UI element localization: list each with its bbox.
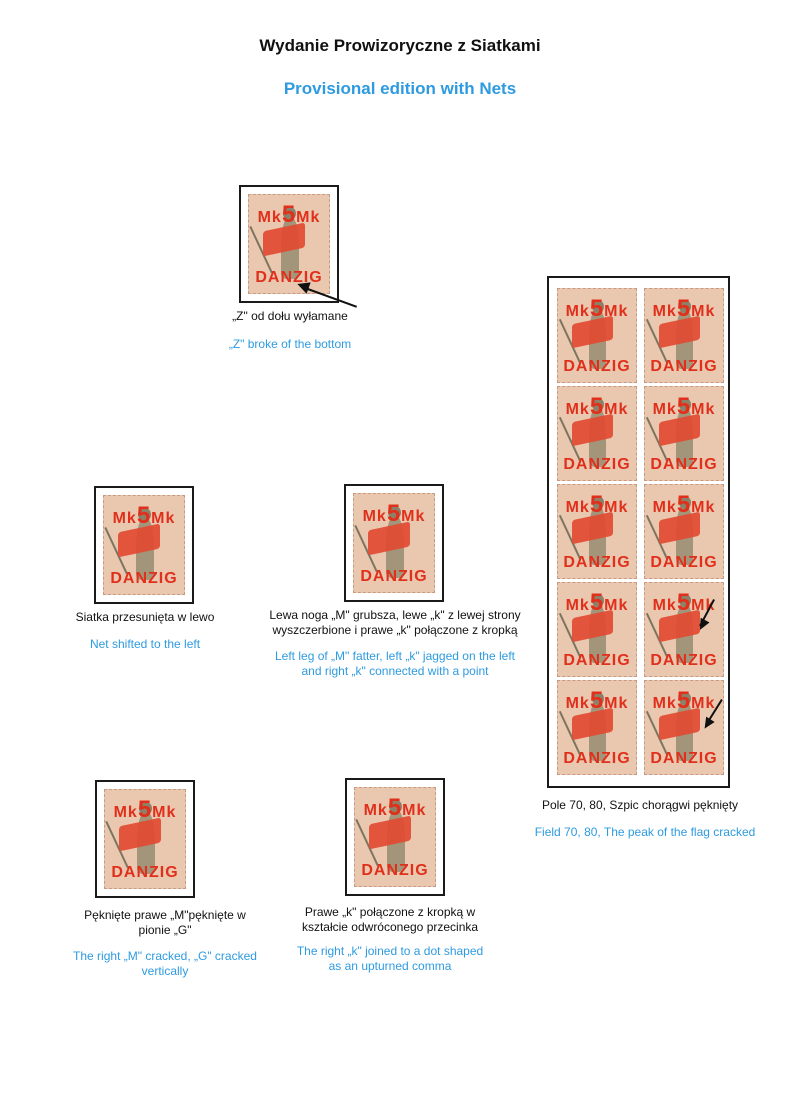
page-title: Wydanie Prowizoryczne z Siatkami: [259, 36, 541, 55]
stamp: [353, 493, 435, 593]
stamp-overprint: DANZIG: [650, 750, 718, 768]
caption-en-1: „Z" broke of the bottom: [228, 337, 352, 351]
page-subtitle: Provisional edition with Nets: [283, 79, 517, 98]
stamp-overprint: DANZIG: [255, 269, 323, 287]
caption-pl-3: Lewa noga „M" grubsza, lewe „k" z lewej strony wyszczerbione i prawe „k" połączone z kropką: [269, 608, 521, 637]
stamp-value: Mk5Mk: [565, 294, 629, 322]
stamp-value: Mk5Mk: [257, 200, 321, 228]
stamp-value: Mk5Mk: [565, 686, 629, 714]
stamp-overprint: DANZIG: [650, 554, 718, 572]
stamp-value: Mk5Mk: [362, 499, 426, 527]
stamp-value: Mk5Mk: [652, 392, 716, 420]
caption-en-6: Field 70, 80, The peak of the flag cracked: [534, 825, 756, 839]
stamp-overprint: DANZIG: [563, 652, 631, 670]
caption-en-5: The right „k" joined to a dot shaped as an upturned comma: [296, 944, 484, 973]
stamp-overprint: DANZIG: [111, 864, 179, 882]
stamp-overprint: DANZIG: [110, 570, 178, 588]
stamp-overprint: DANZIG: [650, 456, 718, 474]
stamp-value: Mk5Mk: [363, 793, 427, 821]
block-stamp: [644, 680, 724, 775]
caption-en-4: The right „M" cracked, „G" cracked vertically: [73, 949, 257, 978]
caption-pl-6: Pole 70, 80, Szpic chorągwi pęknięty: [541, 798, 739, 812]
block-stamp: [557, 484, 637, 579]
caption-pl-2: Siatka przesunięta w lewo: [75, 610, 215, 624]
caption-pl-1: „Z" od dołu wyłamane: [232, 309, 348, 323]
block-stamp: [644, 484, 724, 579]
stamp-value: Mk5Mk: [565, 588, 629, 616]
block-stamp: [644, 582, 724, 677]
caption-pl-5: Prawe „k" połączone z kropką w kształcie odwróconego przecinka: [301, 905, 479, 934]
stamp-overprint: DANZIG: [563, 750, 631, 768]
block-stamp: [557, 288, 637, 383]
stamp-overprint: DANZIG: [563, 456, 631, 474]
stamp-value: Mk5Mk: [565, 392, 629, 420]
caption-en-2: Net shifted to the left: [89, 637, 201, 651]
stamp-block-frame: [547, 276, 730, 788]
stamp: [103, 495, 185, 595]
stamp-value: Mk5Mk: [113, 795, 177, 823]
stamp-value: Mk5Mk: [652, 294, 716, 322]
stamp: [354, 787, 436, 887]
stamp-value: Mk5Mk: [565, 490, 629, 518]
stamp-value: Mk5Mk: [112, 501, 176, 529]
block-stamp: [557, 680, 637, 775]
block-stamp: [557, 582, 637, 677]
stamp: [104, 789, 186, 889]
stamp-value: Mk5Mk: [652, 686, 716, 714]
block-stamp: [644, 288, 724, 383]
block-stamp: [644, 386, 724, 481]
stamp-overprint: DANZIG: [563, 554, 631, 572]
stamp-overprint: DANZIG: [360, 568, 428, 586]
caption-en-3: Left leg of „M" fatter, left „k" jagged on the left and right „k" connected with a point: [275, 649, 515, 678]
stamp-overprint: DANZIG: [361, 862, 429, 880]
stamp-frame-m-cracked: [95, 780, 195, 898]
stamp-frame-z-broken: [239, 185, 339, 303]
stamp-frame-net-shifted: [94, 486, 194, 604]
stamp-value: Mk5Mk: [652, 588, 716, 616]
stamp-overprint: DANZIG: [650, 652, 718, 670]
block-stamp: [557, 386, 637, 481]
stamp: [248, 194, 330, 294]
stamp-value: Mk5Mk: [652, 490, 716, 518]
stamp-frame-m-fatter: [344, 484, 444, 602]
stamp-overprint: DANZIG: [650, 358, 718, 376]
caption-pl-4: Pęknięte prawe „M"pęknięte w pionie „G": [84, 908, 246, 937]
stamp-frame-k-comma: [345, 778, 445, 896]
stamp-overprint: DANZIG: [563, 358, 631, 376]
